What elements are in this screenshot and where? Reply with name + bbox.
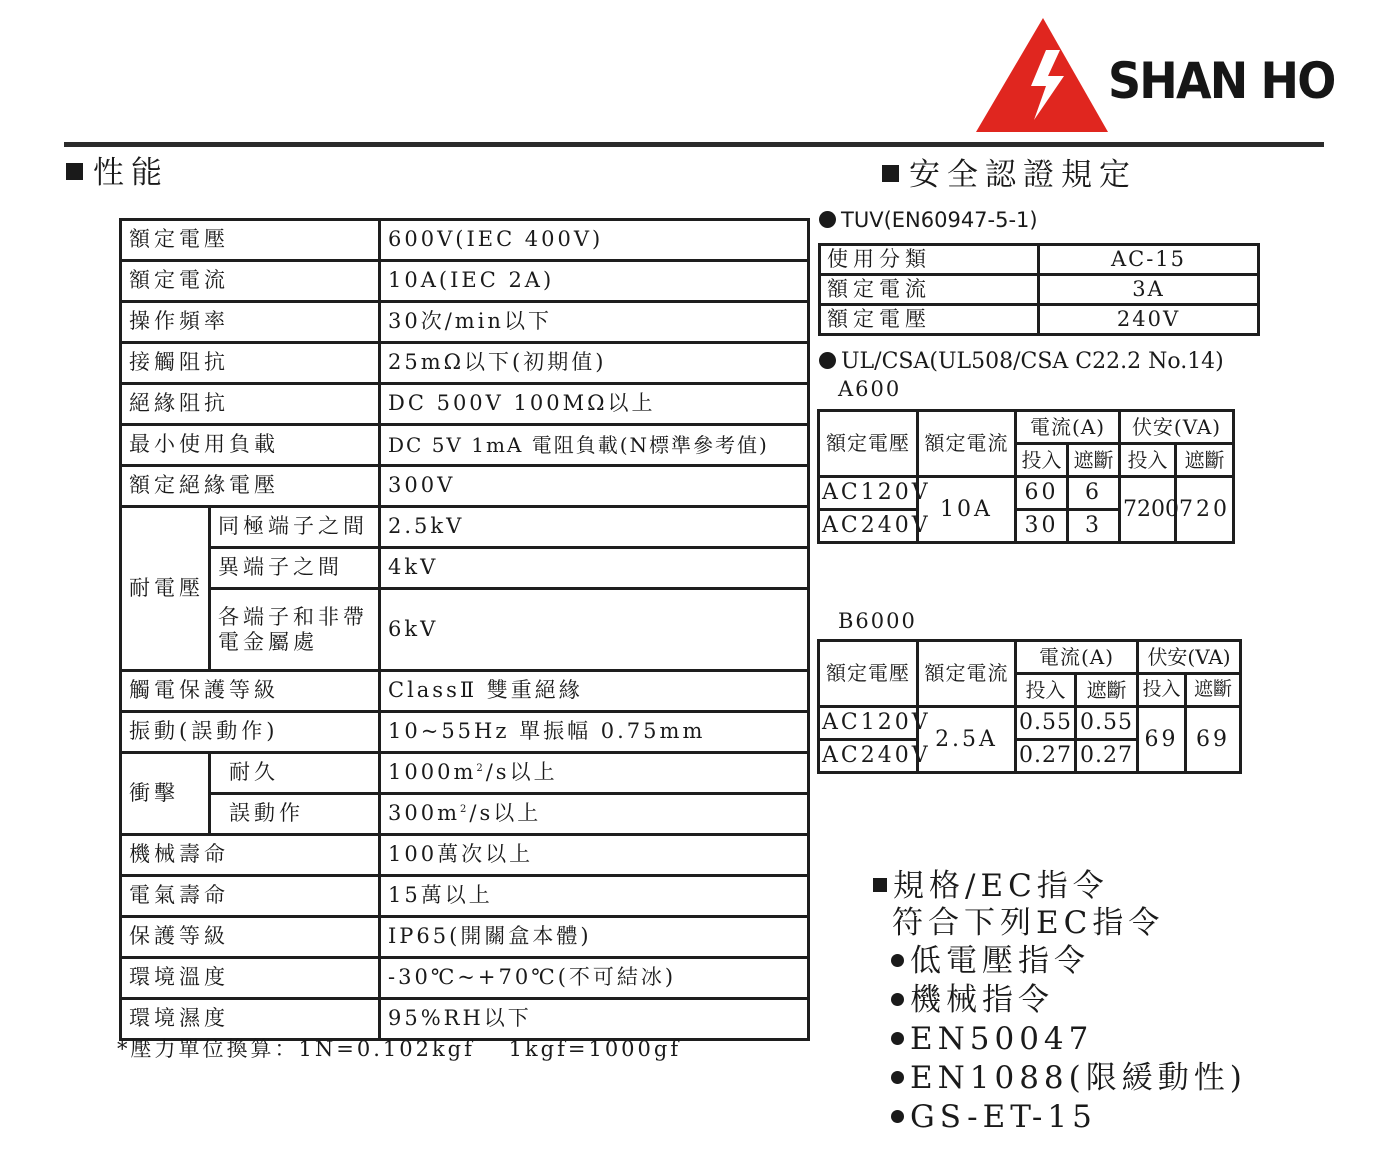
row-value: AC-15 [1039,245,1259,275]
performance-title: 性能 [66,158,169,189]
row-value: 100萬次以上 [380,835,809,876]
tuv-heading: TUV(EN60947-5-1) [819,210,1038,231]
table-row [121,220,809,261]
row-value: -30℃~+70℃(不可結冰) [380,958,809,999]
round-bullet-icon [891,993,904,1006]
row-sublabel: 耐久 [210,753,380,794]
table-row [121,548,809,589]
row-label: 額定電壓 [820,305,1039,335]
model-a600: A600 [838,377,902,401]
amp-make-cell: 30 [1016,510,1068,543]
ec-item: GS-ET-15 [891,1102,1097,1133]
ec-subtitle: 符合下列EC指令 [892,905,1165,941]
performance-table [119,218,810,1041]
row-label: 電氣壽命 [121,876,380,917]
table-row [819,641,1241,674]
table-row [121,384,809,425]
ul-table-a600 [817,409,1235,544]
row-value: 25mΩ以下(初期值) [380,343,809,384]
table-row [121,753,809,794]
table-row [121,958,809,999]
row-value: 15萬以上 [380,876,809,917]
unit-conversion-footnote: *壓力單位換算：1N=0.102kgf 1kgf=1000gf [117,1037,682,1061]
row-label: 觸電保護等級 [121,671,380,712]
voltage-cell: AC120V [819,477,918,510]
current-cell: 10A [918,477,1016,543]
ul-csa-heading: UL/CSA(UL508/CSA C22.2 No.14) [819,351,1224,373]
table-row [121,466,809,507]
row-label: 最小使用負載 [121,425,380,466]
amp-break-cell: 0.27 [1076,740,1138,773]
ec-item: EN50047 [891,1024,1093,1055]
table-row [820,245,1259,275]
round-bullet-icon [891,1110,904,1123]
row-label: 機械壽命 [121,835,380,876]
amp-break-cell: 0.55 [1076,707,1138,740]
table-row [121,425,809,466]
row-value: 2.5kV [380,507,809,548]
va-break-cell: 69 [1186,707,1241,773]
table-row [819,707,1241,740]
row-sublabel: 各端子和非帶電金屬處 [210,589,380,671]
row-label: 環境濕度 [121,999,380,1040]
row-label: 環境溫度 [121,958,380,999]
table-row [820,275,1259,305]
ec-title: 規格/EC指令 [873,871,1109,902]
row-label: 使用分類 [820,245,1039,275]
square-bullet-icon [882,165,899,182]
row-value: ClassⅡ 雙重絕緣 [380,671,809,712]
amp-make-cell: 0.27 [1016,740,1076,773]
break-header: 遮斷 [1186,674,1241,707]
model-b6000: B6000 [838,609,917,633]
table-row [121,876,809,917]
table-row [121,261,809,302]
rated-current-header: 額定電流 [918,641,1016,707]
row-value: $1000m^2/s$以上 [380,753,809,794]
table-row [121,712,809,753]
current-amp-header: 電流(A) [1016,641,1138,674]
shock-label: 衝擊 [121,753,210,835]
make-header: 投入 [1016,674,1076,707]
row-label: 接觸阻抗 [121,343,380,384]
row-value: 10~55Hz 單振幅 0.75mm [380,712,809,753]
make-header: 投入 [1120,444,1176,477]
amp-break-cell: 3 [1068,510,1120,543]
amp-make-cell: 60 [1016,477,1068,510]
table-row [121,794,809,835]
round-bullet-icon [891,1071,904,1084]
row-label: 振動(誤動作) [121,712,380,753]
row-value: 4kV [380,548,809,589]
unit-superscript: 2 [476,763,486,775]
row-label: 保護等級 [121,917,380,958]
voltage-cell: AC240V [819,740,918,773]
row-value: 6kV [380,589,809,671]
table-row [121,302,809,343]
row-value: 30次/min以下 [380,302,809,343]
round-bullet-icon [819,211,836,228]
unit-superscript: 2 [460,804,470,816]
table-row [121,835,809,876]
table-row [121,917,809,958]
row-label: 額定電流 [121,261,380,302]
va-make-cell: 7200 [1120,477,1176,543]
brand-name: SHAN HO [1108,52,1335,110]
va-break-cell: 720 [1176,477,1234,543]
make-header: 投入 [1016,444,1068,477]
row-value: 95%RH以下 [380,999,809,1040]
round-bullet-icon [891,1032,904,1045]
certification-title: 安全認證規定 [882,160,1137,191]
break-header: 遮斷 [1068,444,1120,477]
row-value: 240V [1039,305,1259,335]
table-row [121,589,809,671]
ec-item: EN1088(限緩動性) [891,1063,1247,1094]
tuv-table [818,243,1260,336]
amp-break-cell: 6 [1068,477,1120,510]
row-sublabel: 同極端子之間 [210,507,380,548]
table-row [820,305,1259,335]
rated-voltage-header: 額定電壓 [819,641,918,707]
voltage-cell: AC120V [819,707,918,740]
current-amp-header: 電流(A) [1016,411,1120,444]
square-bullet-icon [873,878,887,892]
round-bullet-icon [819,352,836,369]
rated-current-header: 額定電流 [918,411,1016,477]
row-value: $300m^2/s$以上 [380,794,809,835]
table-row [121,507,809,548]
ec-item: 機械指令 [891,985,1054,1016]
row-sublabel: 異端子之間 [210,548,380,589]
rated-voltage-header: 額定電壓 [819,411,918,477]
table-row [121,343,809,384]
row-value: 3A [1039,275,1259,305]
row-label: 絕緣阻抗 [121,384,380,425]
make-header: 投入 [1138,674,1186,707]
amp-make-cell: 0.55 [1016,707,1076,740]
row-label: 額定電流 [820,275,1039,305]
volt-ampere-header: 伏安(VA) [1120,411,1234,444]
row-sublabel: 誤動作 [210,794,380,835]
voltage-cell: AC240V [819,510,918,543]
break-header: 遮斷 [1176,444,1234,477]
header-divider [64,142,1324,147]
row-value: 300V [380,466,809,507]
current-cell: 2.5A [918,707,1016,773]
break-header: 遮斷 [1076,674,1138,707]
ul-table-b6000 [817,639,1242,774]
square-bullet-icon [66,163,83,180]
row-value: 10A(IEC 2A) [380,261,809,302]
volt-ampere-header: 伏安(VA) [1138,641,1241,674]
row-value: 600V(IEC 400V) [380,220,809,261]
row-value: IP65(開關盒本體) [380,917,809,958]
row-label: 額定絕緣電壓 [121,466,380,507]
table-row [819,411,1234,444]
row-label: 額定電壓 [121,220,380,261]
row-value: DC 500V 100MΩ以上 [380,384,809,425]
table-row [121,671,809,712]
round-bullet-icon [891,954,904,967]
row-value: DC 5V 1mA 電阻負載(N標準參考值) [380,425,809,466]
row-label: 操作頻率 [121,302,380,343]
withstand-voltage-label: 耐電壓 [121,507,210,671]
table-row [819,477,1234,510]
va-make-cell: 69 [1138,707,1186,773]
ec-item: 低電壓指令 [891,946,1090,977]
